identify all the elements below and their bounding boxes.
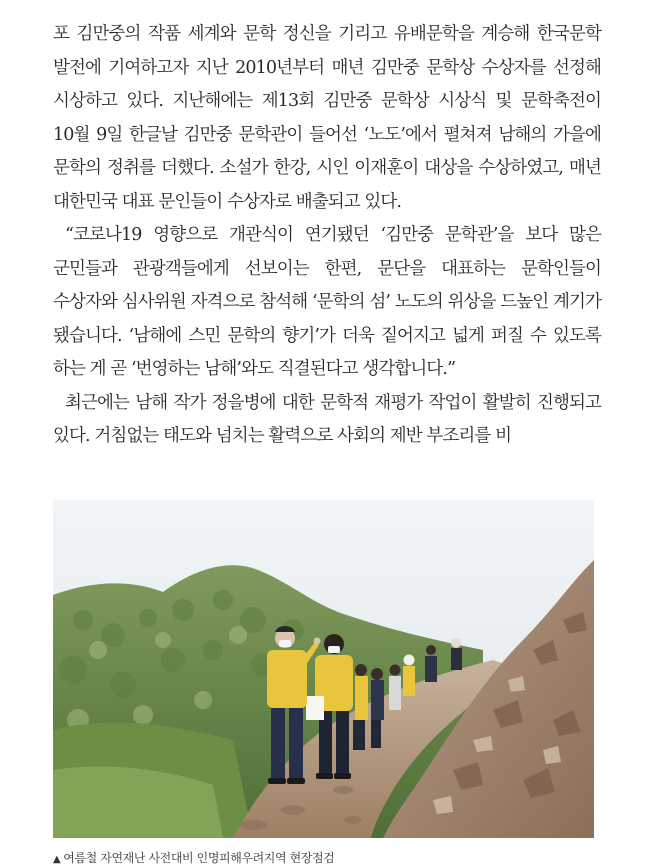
inspection-photo-illustration bbox=[53, 500, 594, 838]
paragraph-1: 포 김만중의 작품 세계와 문학 정신을 기리고 유배문학을 계승해 한국문학 발전에 기여하고자 지난 2010년부터 매년 김만중 문학상 수상자를 선정해 시상하고 있다. 지난해에는 제13회 김만중 문학상 시상식 및 문학축전이 10월 9일 한글날 김만중 문학관이 들어선 ‘노도’에서 펼쳐져 남해의 가을에 문학의 정취를 더했다. 소설가 한강, 시인 이재훈이 대상을 수상하였고, 매년 대한민국 대표 문인들이 수상자로 배출되고 있다. bbox=[53, 24, 601, 212]
photo-caption bbox=[53, 849, 334, 866]
caption-text: 여름철 자연재난 사전대비 인명피해우려지역 현장점검 bbox=[63, 851, 335, 865]
caption-marker-icon: ▲ bbox=[53, 854, 61, 865]
paragraph-3: 최근에는 남해 작가 정을병에 대한 문학적 재평가 작업이 활발히 진행되고 있다. 거침없는 태도와 넘치는 활력으로 사회의 제반 부조리를 비 bbox=[53, 392, 601, 446]
inspection-photo bbox=[53, 500, 594, 838]
paragraph-2-quote: “코로나19 영향으로 개관식이 연기됐던 ‘김만중 문학관’을 보다 많은 군민들과 관광객들에게 선보이는 한편, 문단을 대표하는 문학인들이 수상자와 심사위원 자격으로 참석해 ‘문학의 섬’ 노도의 위상을 드높인 계기가 됐습니다. ‘남해에 스민 문학의 향기’가 더욱 짙어지고 넓게 퍼질 수 있도록 하는 게 곧 ‘번영하는 남해’와도 직결된다고 생각합니다.” bbox=[53, 225, 601, 379]
article-body bbox=[53, 18, 601, 454]
